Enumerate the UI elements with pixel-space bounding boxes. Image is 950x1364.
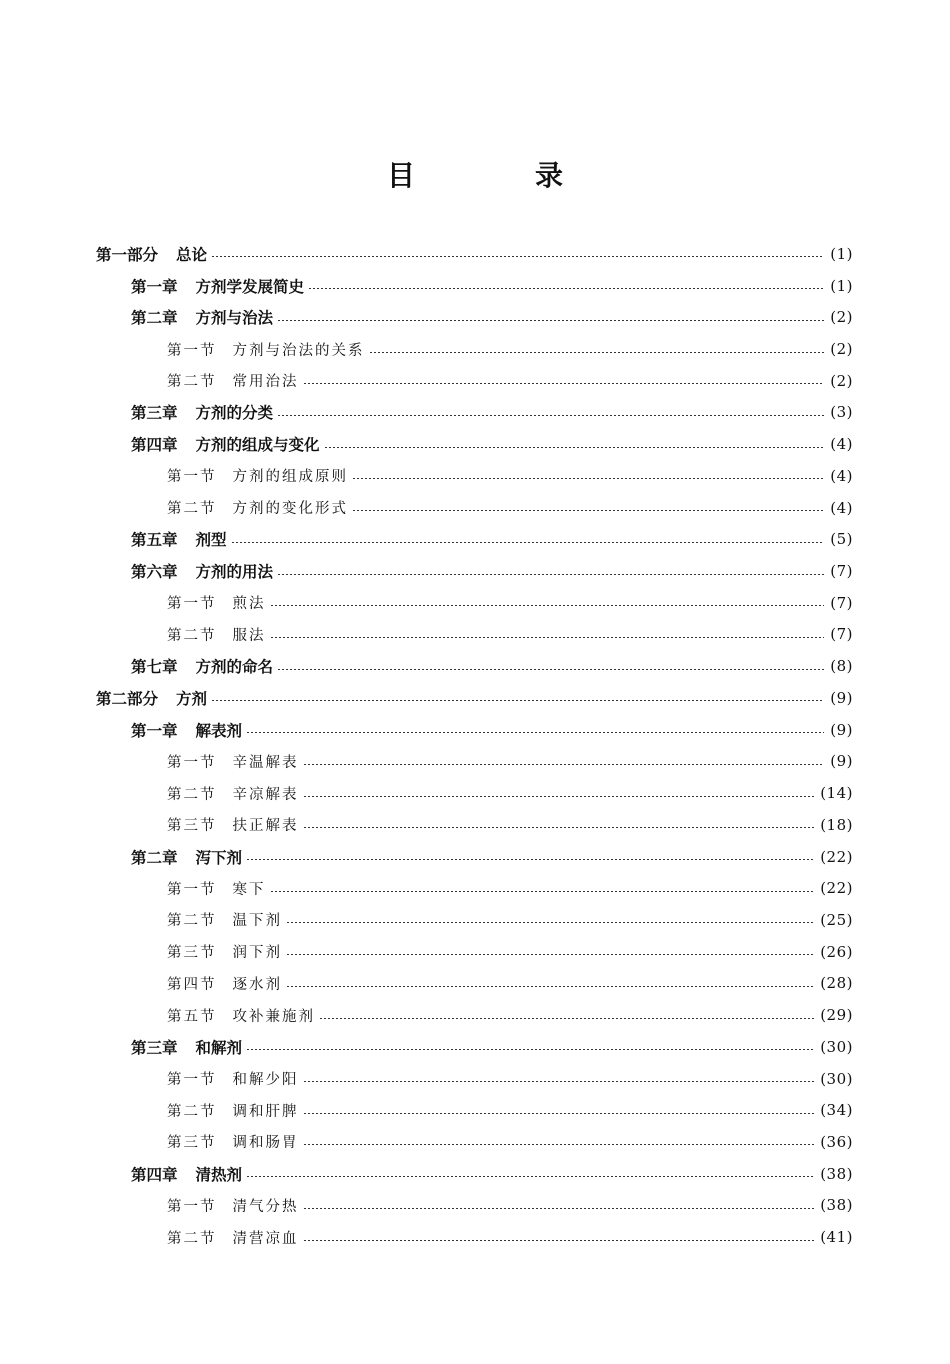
dot-leader [303,1208,815,1209]
toc-entry-page: (36) [820,1132,853,1151]
toc-entry-number: 第六章 [131,563,178,582]
toc-entry-label [167,339,365,360]
toc-entry-title: 清营凉血 [232,1230,299,1247]
toc-entry-page: (2) [830,308,853,327]
toc-entry-label [131,1036,242,1058]
toc-entry-title: 常用治法 [232,374,299,391]
toc-entry-page: (28) [820,974,853,993]
toc-entry-title: 方剂的组成原则 [232,469,348,486]
toc-entry-page: (1) [830,276,853,295]
toc-entry-label [96,687,207,709]
toc-entry-title: 剂型 [195,531,227,550]
toc-entry-page: (22) [820,879,853,898]
toc-entry[interactable] [0,777,950,809]
toc-entry[interactable] [0,238,950,270]
toc-entry-page: (41) [820,1228,853,1247]
toc-entry-page: (7) [830,593,853,612]
dot-leader [303,383,825,384]
toc-entry[interactable] [0,270,950,302]
toc-entry[interactable] [0,936,950,968]
toc-entry-title: 方剂的命名 [195,658,274,677]
toc-entry-label [131,401,273,423]
dot-leader [352,478,824,479]
toc-entry[interactable] [0,904,950,936]
toc-entry-number: 第二章 [131,848,178,867]
toc-entry-page: (7) [830,625,853,644]
toc-entry-label [167,1100,299,1121]
dot-leader [277,415,824,416]
toc-entry-label [131,433,320,455]
dot-leader [303,1240,815,1241]
toc-entry-title: 和解剂 [195,1038,243,1057]
toc-entry[interactable] [0,999,950,1031]
toc-entry-page: (7) [830,562,853,581]
toc-entry-number: 第二节 [167,374,217,391]
toc-entry-label [167,1068,299,1089]
toc-entry[interactable] [0,968,950,1000]
toc-entry-number: 第三章 [131,404,178,423]
toc-entry-number: 第一节 [167,1198,217,1215]
toc-entry-label [167,909,282,930]
dot-leader [270,637,825,638]
toc-entry[interactable] [0,841,950,873]
toc-entry-title: 方剂的用法 [195,563,274,582]
toc-entry-title: 清热剂 [195,1165,243,1184]
toc-entry-page: (26) [820,942,853,961]
toc-entry-page: (8) [830,657,853,676]
dot-leader [303,1144,815,1145]
toc-entry-title: 煎法 [232,596,266,613]
toc-entry-page: (9) [830,688,853,707]
toc-entry-label [131,306,273,328]
toc-entry-label [167,814,299,835]
toc-entry-title: 泻下剂 [195,848,243,867]
toc-entry[interactable] [0,460,950,492]
toc-entry-number: 第二节 [167,1230,217,1247]
dot-leader [286,986,814,987]
toc-entry-title: 和解少阳 [232,1072,299,1089]
dot-leader [286,954,814,955]
toc-entry-number: 第一章 [131,721,178,740]
dot-leader [352,510,824,511]
toc-entry-title: 温下剂 [232,913,282,930]
toc-entry-label [167,624,266,645]
toc-entry-number: 第三节 [167,1135,217,1152]
toc-entry-number: 第五节 [167,1008,217,1025]
toc-entry[interactable] [0,682,950,714]
dot-leader [319,1018,814,1019]
toc-entry[interactable] [0,650,950,682]
toc-entry-number: 第一节 [167,881,217,898]
toc-entry-label [131,655,273,677]
toc-entry-page: (4) [830,466,853,485]
toc-entry[interactable] [0,1094,950,1126]
dot-leader [303,764,825,765]
toc-entry-title: 清气分热 [232,1198,299,1215]
toc-entry-label [96,243,207,265]
toc-entry-number: 第一节 [167,754,217,771]
dot-leader [277,574,824,575]
toc-entry-title: 扶正解表 [232,818,299,835]
toc-entry[interactable] [0,555,950,587]
dot-leader [246,859,814,860]
toc-entry-title: 方剂与治法的关系 [232,342,365,359]
dot-leader [277,669,824,670]
table-of-contents [0,238,950,1253]
toc-entry-page: (2) [830,371,853,390]
toc-entry[interactable] [0,872,950,904]
toc-entry-number: 第一节 [167,1072,217,1089]
toc-entry-title: 寒下 [232,881,266,898]
toc-entry[interactable] [0,619,950,651]
toc-entry-title: 辛温解表 [232,754,299,771]
toc-entry-title: 服法 [232,627,266,644]
toc-entry[interactable] [0,492,950,524]
toc-entry-label [167,941,282,962]
toc-entry-label [167,1227,299,1248]
toc-entry-label [167,1195,299,1216]
page-title: 目 录 [386,159,609,192]
dot-leader [303,1081,815,1082]
dot-leader [246,1049,814,1050]
toc-entry-page: (30) [820,1069,853,1088]
toc-entry[interactable] [0,397,950,429]
dot-leader [270,891,815,892]
dot-leader [211,256,824,257]
toc-entry-label [167,370,299,391]
toc-entry-label [167,1131,299,1152]
toc-entry-page: (4) [830,435,853,454]
toc-entry[interactable] [0,714,950,746]
toc-entry-number: 第一节 [167,596,217,613]
toc-entry[interactable] [0,587,950,619]
toc-entry[interactable] [0,1158,950,1190]
toc-entry-page: (25) [820,910,853,929]
toc-entry-label [167,592,266,613]
dot-leader [369,352,825,353]
toc-entry-number: 第二节 [167,1103,217,1120]
toc-entry-label [131,1163,242,1185]
toc-entry-page: (29) [820,1006,853,1025]
toc-entry-page: (2) [830,340,853,359]
toc-entry-page: (30) [820,1037,853,1056]
toc-entry-title: 方剂学发展简史 [195,277,305,296]
toc-entry-label [167,783,299,804]
toc-entry-label [167,1005,315,1026]
toc-entry-label [131,846,242,868]
toc-entry-title: 解表剂 [195,721,243,740]
toc-entry-number: 第一章 [131,277,178,296]
toc-entry-number: 第三节 [167,945,217,962]
toc-entry-title: 逐水剂 [232,976,282,993]
toc-entry-title: 方剂的组成与变化 [195,436,320,455]
dot-leader [246,732,824,733]
dot-leader [303,796,815,797]
toc-entry-number: 第二节 [167,627,217,644]
toc-entry-title: 方剂的变化形式 [232,501,348,518]
toc-entry-page: (4) [830,498,853,517]
toc-entry-label [131,528,227,550]
toc-entry-number: 第四节 [167,976,217,993]
dot-leader [211,700,824,701]
toc-entry-title: 方剂 [176,689,208,708]
dot-leader [231,542,825,543]
toc-entry-number: 第五章 [131,531,178,550]
toc-entry-number: 第四章 [131,436,178,455]
toc-entry-number: 第三章 [131,1038,178,1057]
toc-entry[interactable] [0,746,950,778]
toc-entry-page: (38) [820,1164,853,1183]
toc-entry-title: 润下剂 [232,945,282,962]
dot-leader [324,447,825,448]
toc-entry-title: 方剂与治法 [195,309,274,328]
toc-entry-page: (9) [830,752,853,771]
toc-entry-page: (14) [820,784,853,803]
dot-leader [308,288,824,289]
toc-entry-label [131,719,242,741]
toc-entry[interactable] [0,301,950,333]
dot-leader [303,827,815,828]
toc-entry-page: (18) [820,815,853,834]
toc-entry[interactable] [0,428,950,460]
toc-entry-page: (1) [830,244,853,263]
toc-entry-number: 第二节 [167,913,217,930]
toc-entry-page: (22) [820,847,853,866]
toc-entry-label [167,497,348,518]
dot-leader [303,1113,815,1114]
toc-entry-number: 第二章 [131,309,178,328]
toc-entry-page: (38) [820,1196,853,1215]
toc-entry-title: 辛凉解表 [232,786,299,803]
toc-entry[interactable] [0,365,950,397]
toc-entry[interactable] [0,1126,950,1158]
toc-entry[interactable] [0,1190,950,1222]
dot-leader [277,320,824,321]
toc-entry[interactable] [0,333,950,365]
toc-entry-page: (5) [830,530,853,549]
toc-entry-number: 第四章 [131,1165,178,1184]
toc-entry[interactable] [0,523,950,555]
toc-entry-label [131,560,273,582]
toc-entry-number: 第二节 [167,501,217,518]
toc-entry[interactable] [0,1063,950,1095]
toc-entry-page: (34) [820,1101,853,1120]
toc-entry-number: 第二节 [167,786,217,803]
toc-entry-title: 调和肝脾 [232,1103,299,1120]
toc-entry-label [167,465,348,486]
toc-entry[interactable] [0,1221,950,1253]
dot-leader [246,1176,814,1177]
toc-entry[interactable] [0,1031,950,1063]
toc-entry-number: 第一部分 [96,245,159,264]
dot-leader [286,922,814,923]
toc-entry-label [167,751,299,772]
toc-entry-title: 方剂的分类 [195,404,274,423]
toc-entry-number: 第七章 [131,658,178,677]
toc-entry-number: 第二部分 [96,689,159,708]
toc-entry-page: (3) [830,403,853,422]
toc-entry-number: 第三节 [167,818,217,835]
toc-entry-page: (9) [830,720,853,739]
toc-entry-label [131,275,304,297]
toc-entry-label [167,878,266,899]
toc-entry-title: 总论 [176,245,208,264]
toc-entry-number: 第一节 [167,469,217,486]
toc-entry-label [167,973,282,994]
toc-entry-number: 第一节 [167,342,217,359]
toc-entry[interactable] [0,809,950,841]
toc-entry-title: 攻补兼施剂 [232,1008,315,1025]
dot-leader [270,605,825,606]
toc-entry-title: 调和肠胃 [232,1135,299,1152]
